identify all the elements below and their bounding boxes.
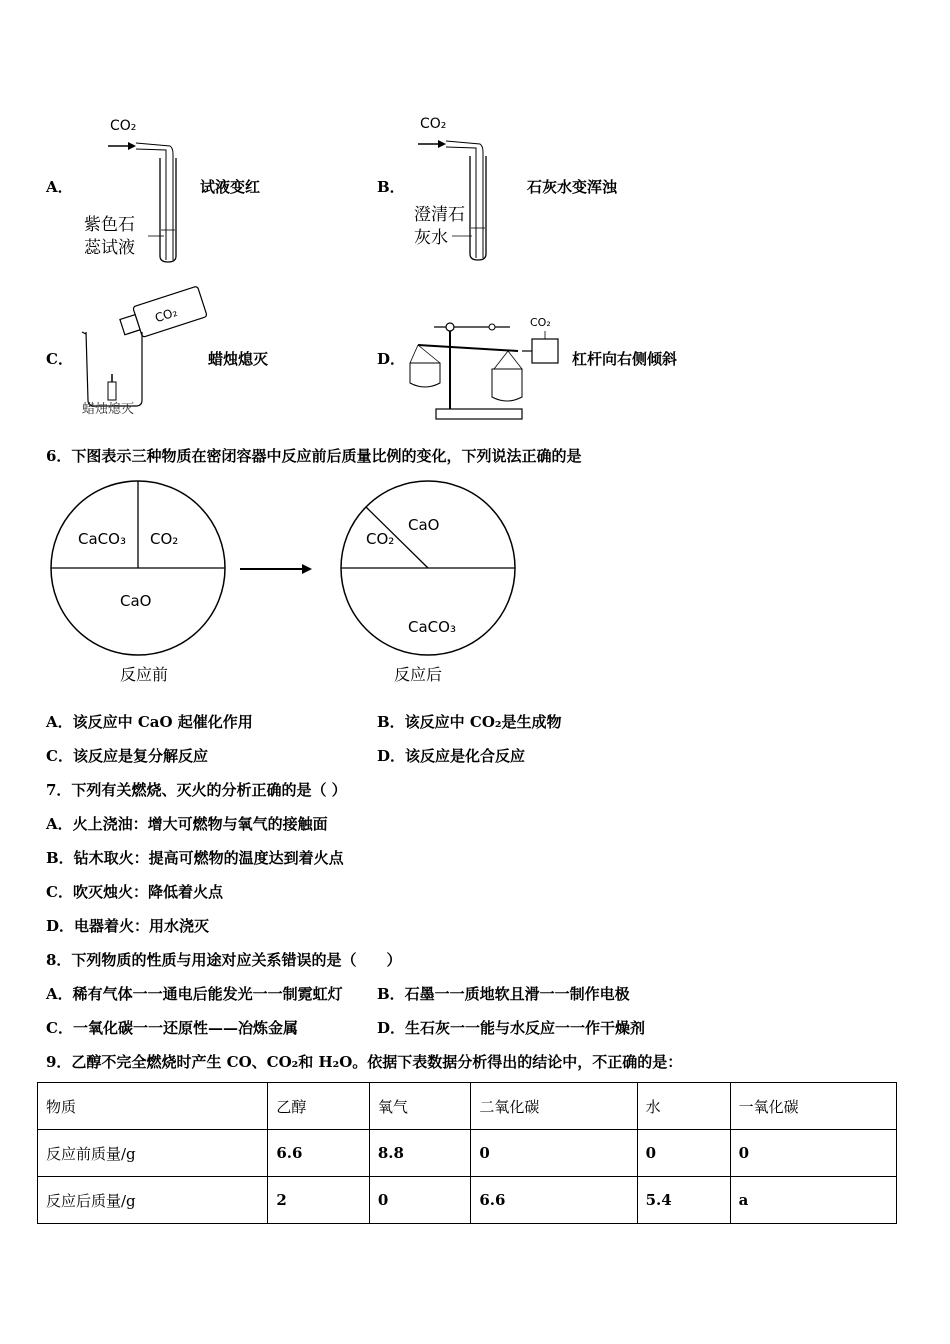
- q7-option-b[interactable]: B．钻木取火：提高可燃物的温度达到着火点: [46, 849, 344, 867]
- table-cell: 6.6: [268, 1130, 370, 1177]
- q5-option-c-letter: C．: [46, 350, 73, 368]
- pie-before-label-co2: CO₂: [150, 530, 179, 548]
- q5-d-apparatus-figure: [400, 305, 570, 425]
- table-cell: 6.6: [471, 1177, 637, 1224]
- q5-option-a-letter: A．: [46, 178, 73, 196]
- table-row: [38, 1130, 897, 1177]
- q8-option-d[interactable]: D．生石灰一一能与水反应一一作干燥剂: [377, 1019, 646, 1037]
- pie-before-label-caco3: CaCO₃: [78, 530, 126, 548]
- q5-a-tube-label-1: 紫色石: [84, 215, 135, 235]
- pie-after-label-cao: CaO: [408, 516, 440, 534]
- table-header-cell: 乙醇: [268, 1083, 370, 1130]
- before-caption: 反应前: [120, 665, 169, 684]
- q5-option-d-letter: D．: [377, 350, 406, 368]
- q9-data-table: [37, 1082, 897, 1224]
- table-cell: 反应后质量/g: [38, 1177, 268, 1224]
- pie-before-label-cao: CaO: [120, 592, 152, 610]
- table-cell: 0: [369, 1177, 471, 1224]
- q5-option-a-result: 试液变红: [200, 178, 261, 196]
- table-cell: 5.4: [637, 1177, 730, 1224]
- q5-d-gas-label: CO₂: [530, 316, 551, 329]
- q6-stem: 6．下图表示三种物质在密闭容器中反应前后质量比例的变化，下列说法正确的是: [46, 447, 582, 465]
- q7-option-a[interactable]: A．火上浇油：增大可燃物与氧气的接触面: [46, 815, 328, 833]
- q6-pie-diagram: [40, 470, 540, 692]
- q5-b-tube-label-2: 灰水: [414, 228, 448, 248]
- q8-stem: 8．下列物质的性质与用途对应关系错误的是（ ）: [46, 951, 402, 969]
- table-header-cell: 物质: [38, 1083, 268, 1130]
- q7-option-c[interactable]: C．吹灭烛火：降低着火点: [46, 883, 223, 901]
- q5-a-tube-label-2: 蕊试液: [84, 238, 135, 258]
- q5-option-b-result: 石灰水变浑浊: [527, 178, 618, 196]
- q6-option-b[interactable]: B．该反应中 CO₂是生成物: [377, 713, 562, 731]
- q5-b-gas-label: CO₂: [420, 116, 447, 132]
- table-header-cell: 一氧化碳: [730, 1083, 896, 1130]
- table-header-cell: 氧气: [369, 1083, 471, 1130]
- q8-option-b[interactable]: B．石墨一一质地软且滑一一制作电极: [377, 985, 630, 1003]
- q6-option-c[interactable]: C．该反应是复分解反应: [46, 747, 208, 765]
- q5-option-b-letter: B．: [377, 178, 405, 196]
- q5-b-apparatus-figure: [410, 110, 530, 270]
- table-cell: 反应前质量/g: [38, 1130, 268, 1177]
- table-row: [38, 1177, 897, 1224]
- table-cell: 2: [268, 1177, 370, 1224]
- q5-c-apparatus-figure: [74, 282, 214, 422]
- table-cell: 0: [637, 1130, 730, 1177]
- table-cell: 8.8: [369, 1130, 471, 1177]
- q8-option-c[interactable]: C．一氧化碳一一还原性——冶炼金属: [46, 1019, 298, 1037]
- q5-a-gas-label: CO₂: [110, 118, 137, 134]
- pie-after-label-co2: CO₂: [366, 530, 395, 548]
- after-caption: 反应后: [394, 665, 443, 684]
- q8-option-a[interactable]: A．稀有气体一一通电后能发光一一制霓虹灯: [46, 985, 343, 1003]
- q5-option-c-result: 蜡烛熄灭: [208, 350, 269, 368]
- q5-b-tube-label-1: 澄清石: [414, 205, 465, 225]
- table-cell: 0: [730, 1130, 896, 1177]
- table-header-cell: 二氧化碳: [471, 1083, 637, 1130]
- q5-a-apparatus-figure: [78, 110, 198, 270]
- table-header-cell: 水: [637, 1083, 730, 1130]
- q7-option-d[interactable]: D．电器着火：用水浇灭: [46, 917, 210, 935]
- q6-option-a[interactable]: A．该反应中 CaO 起催化作用: [46, 713, 253, 731]
- q6-option-d[interactable]: D．该反应是化合反应: [377, 747, 526, 765]
- q7-stem: 7．下列有关燃烧、灭火的分析正确的是（ ）: [46, 781, 347, 799]
- q5-c-caption: 蜡烛熄灭: [82, 402, 135, 417]
- q5-c-gas-label: CO₂: [153, 304, 180, 326]
- q5-option-d-result: 杠杆向右侧倾斜: [572, 350, 678, 368]
- table-cell: a: [730, 1177, 896, 1224]
- pie-after-label-caco3: CaCO₃: [408, 618, 456, 636]
- table-header-row: [38, 1083, 897, 1130]
- table-cell: 0: [471, 1130, 637, 1177]
- q9-stem: 9．乙醇不完全燃烧时产生 CO、CO₂和 H₂O。依据下表数据分析得出的结论中，不正确的是：: [46, 1053, 683, 1071]
